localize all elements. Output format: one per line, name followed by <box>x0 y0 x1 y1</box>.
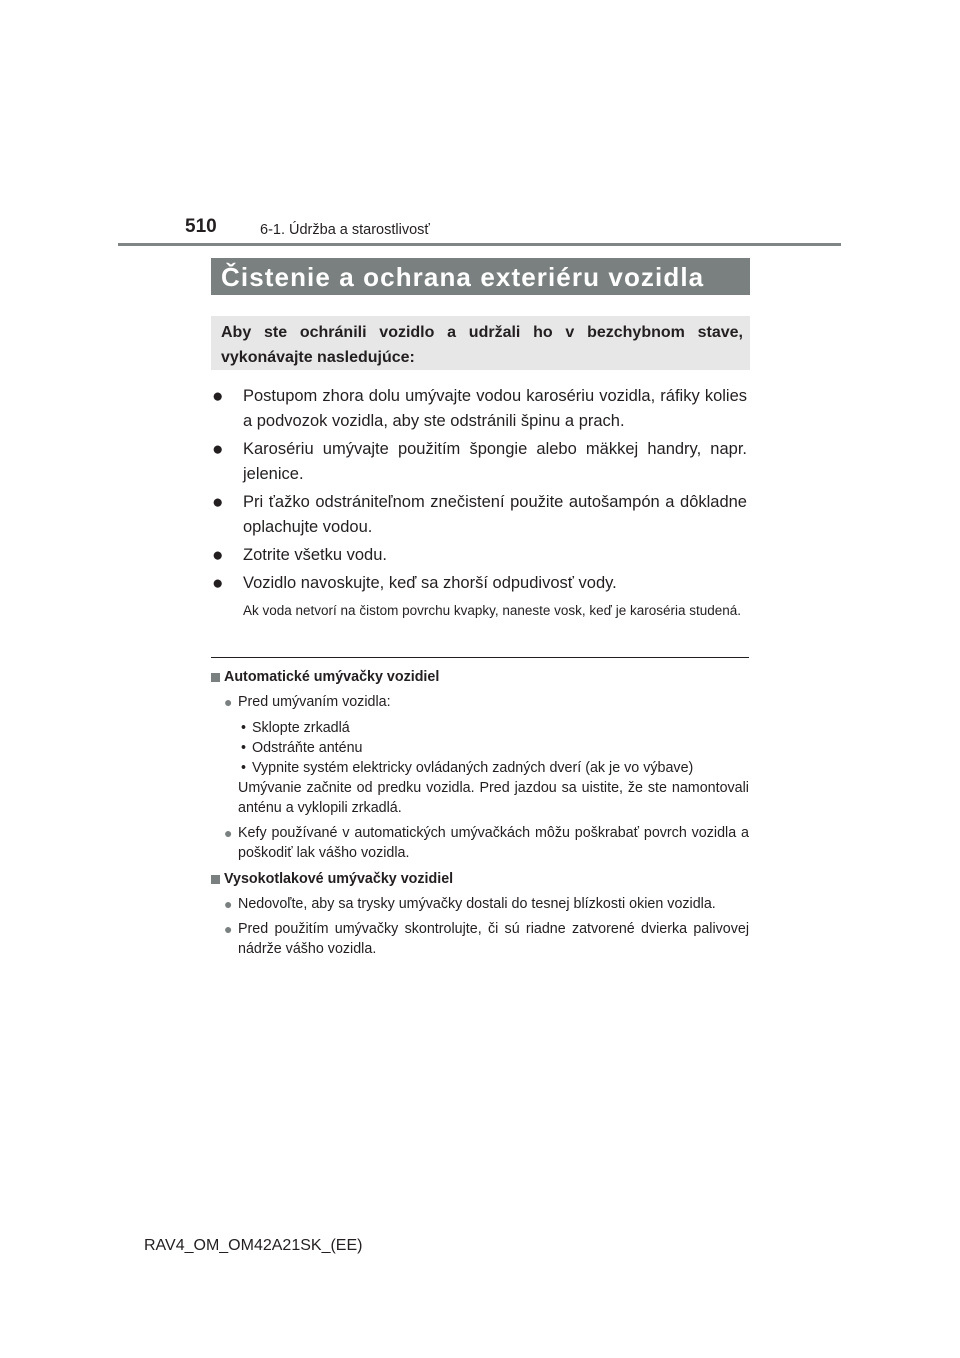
bullet-dot-icon: ● <box>224 896 233 912</box>
intro-text: Aby ste ochránili vozidlo a udržali ho v bezchybnom stave, vykonávajte nasledujúce: <box>221 324 743 366</box>
note-item: ● Pred použitím umývačky skontrolujte, či sú riadne zatvorené dvierka palivovej nádrže vášho vozidla. <box>224 921 749 957</box>
bullet-dot-icon: ● <box>212 573 224 594</box>
note-item: ● Nedovoľte, aby sa trysky umývačky dostali do tesnej blízkosti okien vozidla. <box>224 896 716 912</box>
section-heading: Vysokotlakové umývačky vozidiel <box>211 869 749 889</box>
square-bullet-icon <box>211 673 220 682</box>
list-item: ● Zotrite všetku vodu. <box>212 545 387 566</box>
list-item: ● Karosériu umývajte použitím špongie alebo mäkkej handry, napr. jelenice. <box>212 439 747 483</box>
sub-list <box>211 718 749 778</box>
bullet-dot-icon: ● <box>224 825 233 841</box>
notes-section <box>211 667 749 959</box>
note-item: ● Pred umývaním vozidla: <box>224 694 391 710</box>
note-item: ● Kefy používané v automatických umývačkách môžu poškrabať povrch vozidla a poškodiť lak vášho vozidla. <box>224 825 749 861</box>
bullet-dot-icon: ● <box>212 545 224 566</box>
bullet-dot-icon: ● <box>224 694 233 710</box>
title-bar <box>211 258 750 295</box>
small-bullet-icon: • <box>241 760 247 776</box>
bullet-dot-icon: ● <box>212 439 224 460</box>
list-item: ● Vozidlo navoskujte, keď sa zhorší odpudivosť vody. <box>212 573 617 594</box>
small-bullet-icon: • <box>241 720 247 736</box>
bullet-list <box>211 384 747 622</box>
section-reference: 6-1. Údržba a starostlivosť <box>260 222 430 238</box>
section-heading: Automatické umývačky vozidiel <box>211 667 749 687</box>
bullet-dot-icon: ● <box>212 492 224 513</box>
page-number: 510 <box>185 216 217 237</box>
list-item: ● Postupom zhora dolu umývajte vodou karosériu vozidla, ráfiky kolies a podvozok vozidla, aby ste odstránili špinu a prach. <box>212 386 747 430</box>
note-text: Umývanie začnite od predku vozidla. Pred jazdou sa uistite, že ste namontovali anténu a vyklopili zrkadlá. <box>238 780 749 816</box>
page-title: Čistenie a ochrana exteriéru vozidla <box>221 262 705 292</box>
bullet-note: Ak voda netvorí na čistom povrchu kvapky, naneste vosk, keď je karoséria studená. <box>243 603 742 618</box>
sub-item: • Vypnite systém elektricky ovládaných zadných dverí (ak je vo výbave) <box>241 760 694 776</box>
bullet-dot-icon: ● <box>224 921 233 937</box>
section-divider <box>211 657 749 658</box>
list-item: ● Pri ťažko odstrániteľnom znečistení použite autošampón a dôkladne oplachujte vodou. <box>212 492 747 536</box>
sub-item: • Sklopte zrkadlá <box>241 720 350 736</box>
document-code-footer: RAV4_OM_OM42A21SK_(EE) <box>144 1237 363 1254</box>
sub-item: • Odstráňte anténu <box>241 740 363 756</box>
intro-box <box>211 316 750 370</box>
small-bullet-icon: • <box>241 740 247 756</box>
square-bullet-icon <box>211 875 220 884</box>
header-divider <box>118 243 841 246</box>
bullet-dot-icon: ● <box>212 386 224 407</box>
